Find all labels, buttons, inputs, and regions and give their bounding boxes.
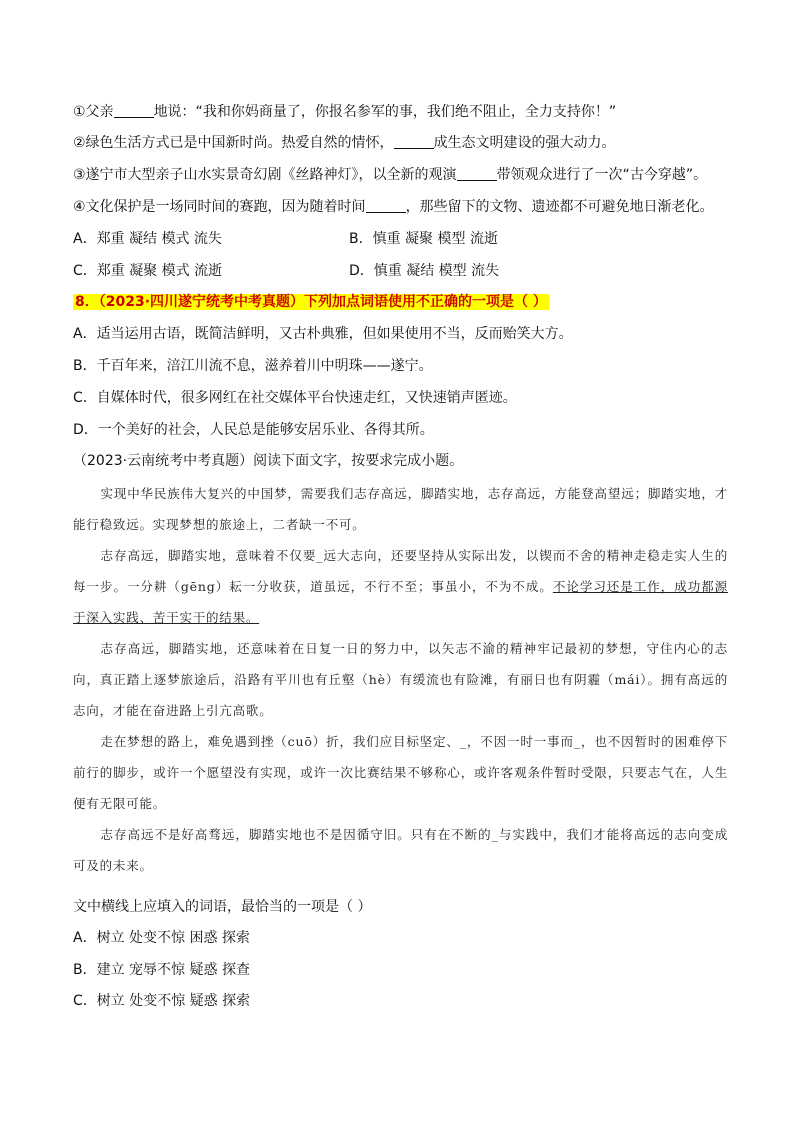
fill-blank <box>366 198 406 213</box>
q9-option-c[interactable]: C．树立 处变不惊 疑惑 探索 <box>73 993 251 1009</box>
p2-underlined-text: 不论学习还是工作，成功都源于深入实践、苦干实干的结果。 <box>73 579 728 625</box>
q7-sentence-1 <box>73 102 616 122</box>
fill-blank <box>394 134 434 149</box>
q7-option-d[interactable]: D．慎重 凝结 模型 流失 <box>349 263 500 279</box>
q7-option-a[interactable]: A．郑重 凝结 模式 流失 <box>73 231 222 247</box>
q7-s1-text: ①父亲 <box>73 104 114 120</box>
q8-option-c[interactable]: C．自媒体时代，很多网红在社交媒体平台快速走红，又快速销声匿迹。 <box>73 390 517 406</box>
p2-text: 志存高远，脚踏实地，意味着不仅要_远大志向，还要坚持从实际出发，以锲而不舍的精神走稳走实人生的每一步。一分耕（gēng）耘一分收获，道虽远，不行不至；事虽小，不为不成。 <box>73 548 728 594</box>
q7-option-b[interactable]: B．慎重 凝聚 模型 流逝 <box>349 231 498 247</box>
q7-s2-text: ②绿色生活方式已是中国新时尚。热爱自然的情怀， <box>73 135 394 151</box>
q8-title-text: 8．（2023·四川遂宁统考中考真题）下列加点词语使用不正确的一项是（ ） <box>75 294 547 310</box>
passage-paragraph-3: 志存高远，脚踏实地，还意味着在日复一日的努力中，以矢志不渝的精神牢记最初的梦想，守住内心的志向，真正踏上逐梦旅途后，沿路有平川也有丘壑（hè）有缓流也有险滩，有丽日也有阴霾（mái）。拥有高远的志向，才能在奋进路上引亢高歌。 <box>73 641 728 718</box>
q8-option-a[interactable]: A．适当运用古语，既简洁鲜明，又古朴典雅，但如果使用不当，反而贻笑大方。 <box>73 326 573 342</box>
q7-sentence-2 <box>73 133 616 153</box>
q9-option-a[interactable]: A．树立 处变不惊 困惑 探索 <box>73 930 250 946</box>
q8-option-d[interactable]: D．一个美好的社会，人民总是能够安居乐业、各得其所。 <box>73 422 434 438</box>
fill-blank <box>457 166 497 181</box>
q7-s1b-text: 地说：“我和你妈商量了，你报名参军的事，我们绝不阻止，全力支持你！” <box>153 104 617 120</box>
reading-passage <box>73 478 728 881</box>
passage-paragraph-2 <box>73 540 728 633</box>
q7-s3-text: ③遂宁市大型亲子山水实景奇幻剧《丝路神灯》，以全新的观演 <box>73 167 457 183</box>
q7-s4b-text: ，那些留下的文物、遗迹都不可避免地日渐老化。 <box>405 199 714 215</box>
q9-intro: （2023·云南统考中考真题）阅读下面文字，按要求完成小题。 <box>73 453 464 469</box>
passage-paragraph-4: 走在梦想的路上，难免遇到挫（cuō）折，我们应目标坚定、_，不因一时一事而_，也不因暂时的困难停下前行的脚步，或许一个愿望没有实现，或许一次比赛结果不够称心，或许客观条件暂时受限，只要志气在，人生便有无限可能。 <box>73 734 728 811</box>
q9-option-b[interactable]: B．建立 宠辱不惊 疑惑 探查 <box>73 962 250 978</box>
q7-s3b-text: 带领观众进行了一次“古今穿越”。 <box>496 167 708 183</box>
q8-option-b[interactable]: B．千百年来，涪江川流不息，滋养着川中明珠——遂宁。 <box>73 358 433 374</box>
q7-sentence-3 <box>73 165 707 185</box>
q9-question: 文中横线上应填入的词语，最恰当的一项是（ ） <box>73 899 372 915</box>
passage-paragraph-1: 实现中华民族伟大复兴的中国梦，需要我们志存高远，脚踏实地，志存高远，方能登高望远；脚踏实地，才能行稳致远。实现梦想的旅途上，二者缺一不可。 <box>73 486 728 532</box>
fill-blank <box>114 103 154 118</box>
q7-option-c[interactable]: C．郑重 凝聚 模式 流逝 <box>73 263 223 279</box>
passage-paragraph-5: 志存高远不是好高骛远，脚踏实地也不是因循守旧。只有在不断的_与实践中，我们才能将高远的志向变成可及的未来。 <box>73 827 728 873</box>
q7-sentence-4 <box>73 197 714 217</box>
q7-s4-text: ④文化保护是一场同时间的赛跑，因为随着时间 <box>73 199 366 215</box>
q8-title <box>73 292 549 312</box>
q7-options-row-1 <box>73 229 723 249</box>
q7-options-row-2 <box>73 261 723 281</box>
q7-s2b-text: 成生态文明建设的强大动力。 <box>433 135 616 151</box>
